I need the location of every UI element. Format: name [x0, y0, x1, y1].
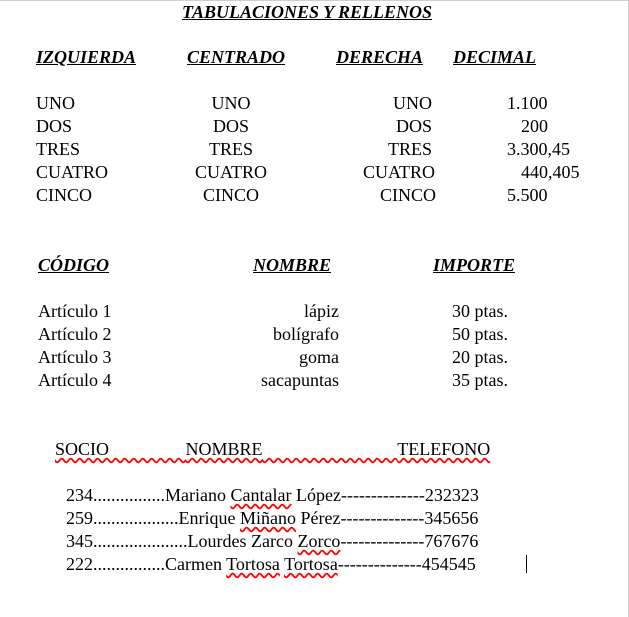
header-centrado: CENTRADO [187, 47, 286, 67]
spellcheck-word: Cantalar [230, 485, 292, 505]
header-izquierda: IZQUIERDA [36, 47, 137, 67]
decimal-item: 440,405 [521, 162, 580, 182]
member-name: Mariano Cantalar López [165, 485, 341, 505]
right-item: UNO [393, 93, 432, 113]
right-item: CUATRO [362, 162, 435, 182]
header-nombre-socio: NOMBRE [185, 439, 263, 459]
member-id: 222 [66, 554, 93, 574]
member-leader-dashes: -------------- [340, 508, 425, 528]
center-item: UNO [211, 93, 251, 113]
member-name: Lourdes Zarco Zorco [187, 531, 341, 551]
member-leader-dots: ..................... [93, 531, 188, 551]
decimal-item: 200 [521, 116, 548, 136]
article-code: Artículo 1 [38, 301, 112, 321]
article-code: Artículo 4 [38, 370, 112, 390]
spellcheck-word: Tortosa [284, 554, 338, 574]
member-id: 234 [66, 485, 93, 505]
article-code: Artículo 3 [38, 347, 112, 367]
member-id: 345 [66, 531, 93, 551]
decimal-item: 1.100 [507, 93, 548, 113]
member-leader-dashes: -------------- [337, 554, 422, 574]
header-codigo: CÓDIGO [38, 255, 110, 275]
article-name: goma [299, 347, 339, 367]
member-phone: 767676 [424, 531, 479, 551]
member-phone: 454545 [421, 554, 476, 574]
article-price: 30 ptas. [452, 301, 508, 321]
member-row [66, 508, 478, 529]
document-title: TABULACIONES Y RELLENOS [182, 2, 433, 22]
left-item: CUATRO [36, 162, 109, 182]
spellcheck-word: Miñano [239, 508, 296, 528]
left-item: UNO [36, 93, 75, 113]
header-telefono: TELEFONO [397, 439, 491, 459]
article-price: 35 ptas. [452, 370, 508, 390]
member-leader-dots: ................... [93, 508, 179, 528]
text-cursor [526, 555, 527, 573]
member-row [66, 485, 479, 506]
member-row [66, 531, 478, 552]
article-name: bolígrafo [273, 324, 339, 344]
member-row [66, 554, 476, 575]
article-price: 20 ptas. [452, 347, 508, 367]
spellcheck-word: Zorco [297, 531, 341, 551]
article-name: sacapuntas [261, 370, 339, 390]
header-nombre: NOMBRE [253, 255, 332, 275]
spellcheck-word: Tortosa [226, 554, 280, 574]
center-item: TRES [208, 139, 253, 159]
member-leader-dots: ................ [93, 485, 165, 505]
header-importe: IMPORTE [433, 255, 516, 275]
header-socio: SOCIO [55, 439, 110, 459]
right-item: CINCO [379, 185, 436, 205]
members-header-line [55, 439, 490, 460]
member-id: 259 [66, 508, 93, 528]
member-leader-dots: ................ [93, 554, 165, 574]
header-derecha: DERECHA [336, 47, 424, 67]
article-price: 50 ptas. [452, 324, 508, 344]
article-code: Artículo 2 [38, 324, 112, 344]
article-name: lápiz [304, 301, 339, 321]
center-item: CUATRO [194, 162, 267, 182]
page-top-border [0, 0, 629, 1]
member-leader-dashes: -------------- [340, 485, 425, 505]
member-phone: 345656 [424, 508, 479, 528]
right-item: TRES [387, 139, 432, 159]
left-item: CINCO [36, 185, 93, 205]
left-item: TRES [36, 139, 81, 159]
decimal-item: 3.300,45 [507, 139, 570, 159]
left-item: DOS [36, 116, 73, 136]
header-decimal: DECIMAL [453, 47, 537, 67]
member-name: Enrique Miñano Pérez [178, 508, 341, 528]
center-item: DOS [212, 116, 249, 136]
right-item: DOS [395, 116, 432, 136]
member-phone: 232323 [424, 485, 479, 505]
member-name: Carmen Tortosa Tortosa [165, 554, 338, 574]
member-leader-dashes: -------------- [340, 531, 425, 551]
center-item: CINCO [202, 185, 259, 205]
decimal-item: 5.500 [507, 185, 548, 205]
